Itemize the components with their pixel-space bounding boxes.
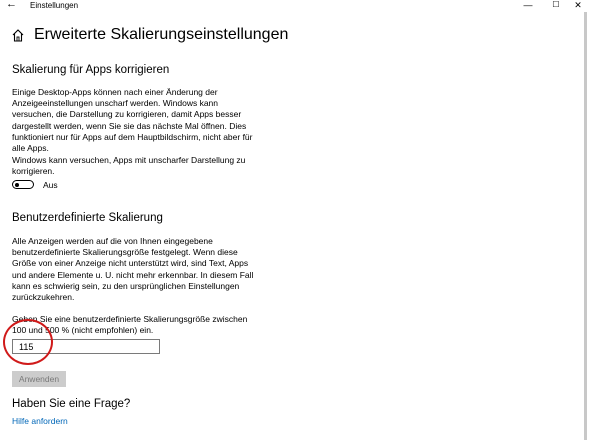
title-bar [0,0,590,12]
maximize-button[interactable]: ☐ [552,0,560,9]
help-heading: Haben Sie eine Frage? [12,398,131,410]
page-title: Erweiterte Skalierungseinstellungen [34,26,289,43]
fix-apps-toggle[interactable] [12,180,34,189]
minimize-button[interactable]: — [523,0,533,10]
scrollbar[interactable] [584,12,588,440]
close-button[interactable]: ✕ [574,0,582,10]
custom-scaling-description: Alle Anzeigen werden auf die von Ihnen eingegebene benutzerdefinierte Skalierungsgröße festgelegt. Wenn diese Größe von einer Anzeige nicht unterstützt wird, sind Text, Apps und andere Elemente u. U. nicht mehr erkennbar. In diesem Fall kann es schwierig sein, zu den ursprünglichen Einstellungen zurückzukehren. [12,236,254,303]
scroll-thumb[interactable] [584,12,587,440]
apply-button[interactable]: Anwenden [12,371,66,387]
custom-scaling-heading: Benutzerdefinierte Skalierung [12,212,163,224]
fix-apps-heading: Skalierung für Apps korrigieren [12,64,170,76]
scaling-input[interactable] [12,339,160,354]
back-button[interactable]: ← [6,0,17,10]
toggle-knob [15,183,19,187]
fix-apps-toggle-prompt: Windows kann versuchen, Apps mit unscharfer Darstellung zu korrigieren. [12,155,246,177]
get-help-link[interactable]: Hilfe anfordern [12,416,68,426]
custom-scaling-input-prompt: Geben Sie eine benutzerdefinierte Skalierungsgröße zwischen 100 und 500 % (nicht empfohlen) ein. [12,314,248,336]
app-title: Einstellungen [30,1,79,10]
fix-apps-description: Einige Desktop-Apps können nach einer Änderung der Anzeigeeinstellungen unscharf werden. Windows kann versuchen, die Darstellung zu korrigieren, damit Apps besser dargestellt werden, wenn Sie sie das nächste Mal öffnen. Dies funktioniert nur für Apps auf dem Hauptbildschirm, nicht aber für alle Apps. [12,87,253,154]
toggle-state-label: Aus [43,180,58,190]
home-icon [12,28,24,42]
